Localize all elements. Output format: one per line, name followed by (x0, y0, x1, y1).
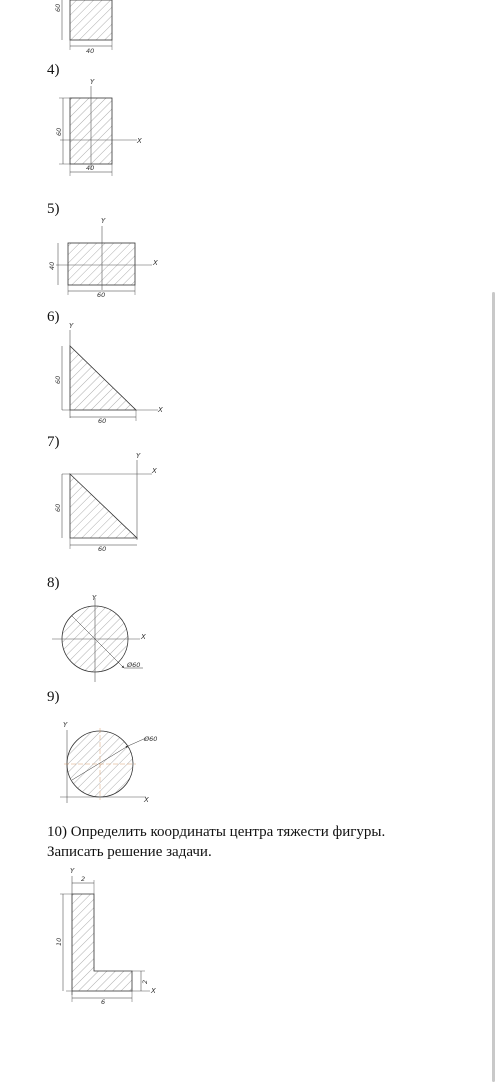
y-axis-label: Y (90, 78, 95, 86)
dim-label-right: 2 (141, 979, 149, 984)
dim-label-width: 40 (86, 164, 95, 172)
figure-4-rect (55, 78, 142, 176)
dim-label-width: 60 (97, 291, 106, 299)
figure-10-l-shape (55, 867, 156, 1006)
x-axis-label: X (141, 633, 146, 641)
item-label-9: 9) (47, 689, 60, 705)
dim-label-height: 60 (54, 503, 62, 512)
task-10-text (47, 822, 477, 862)
item-label-5: 5) (47, 201, 60, 217)
scrollbar[interactable] (492, 292, 495, 1082)
dim-label-height: 10 (55, 937, 63, 946)
dim-label-width: 60 (98, 417, 107, 425)
y-axis-label: Y (69, 322, 74, 330)
x-axis-label: X (151, 987, 156, 995)
x-axis-label: X (152, 467, 157, 475)
partial-rect-shape (70, 0, 112, 40)
figure-6-triangle (54, 322, 163, 425)
figure-8-circle (52, 594, 146, 682)
item-label-7: 7) (47, 434, 60, 450)
l-shape (72, 894, 132, 991)
x-axis-label: X (137, 137, 142, 145)
dim-label-width: 6 (101, 998, 106, 1006)
figure-partial-rect (54, 0, 112, 55)
dim-label-height: 60 (55, 127, 63, 136)
x-axis-label: X (158, 406, 163, 414)
figure-9-circle (60, 721, 157, 804)
item-label-8: 8) (47, 575, 60, 591)
triangle-shape (70, 346, 136, 410)
x-axis-label: X (153, 259, 158, 267)
task-10-line-2: Записать решение задачи. (47, 844, 212, 860)
dim-label-diameter: Ø60 (144, 735, 158, 743)
rect-shape (68, 243, 135, 285)
dim-label-width: 60 (98, 545, 107, 553)
task-10-line-1: 10) Определить координаты центра тяжести фигуры. (47, 824, 386, 840)
dim-label-height: 60 (54, 3, 62, 12)
figure-5-rect (48, 217, 158, 299)
y-axis-label: Y (101, 217, 106, 225)
dim-label-top: 2 (81, 875, 86, 883)
dim-label-height: 40 (48, 261, 56, 270)
item-label-4: 4) (47, 62, 60, 78)
figure-7-triangle (54, 452, 157, 553)
x-axis-label: X (144, 796, 149, 804)
dim-label-width: 40 (86, 47, 95, 55)
y-axis-label: Y (70, 867, 75, 875)
dim-label-height: 60 (54, 375, 62, 384)
y-axis-label: Y (63, 721, 68, 729)
y-axis-label: Y (136, 452, 141, 460)
dim-label-diameter: Ø60 (127, 661, 141, 669)
triangle-shape (70, 474, 137, 538)
y-axis-label: Y (92, 594, 97, 602)
item-label-6: 6) (47, 309, 60, 325)
